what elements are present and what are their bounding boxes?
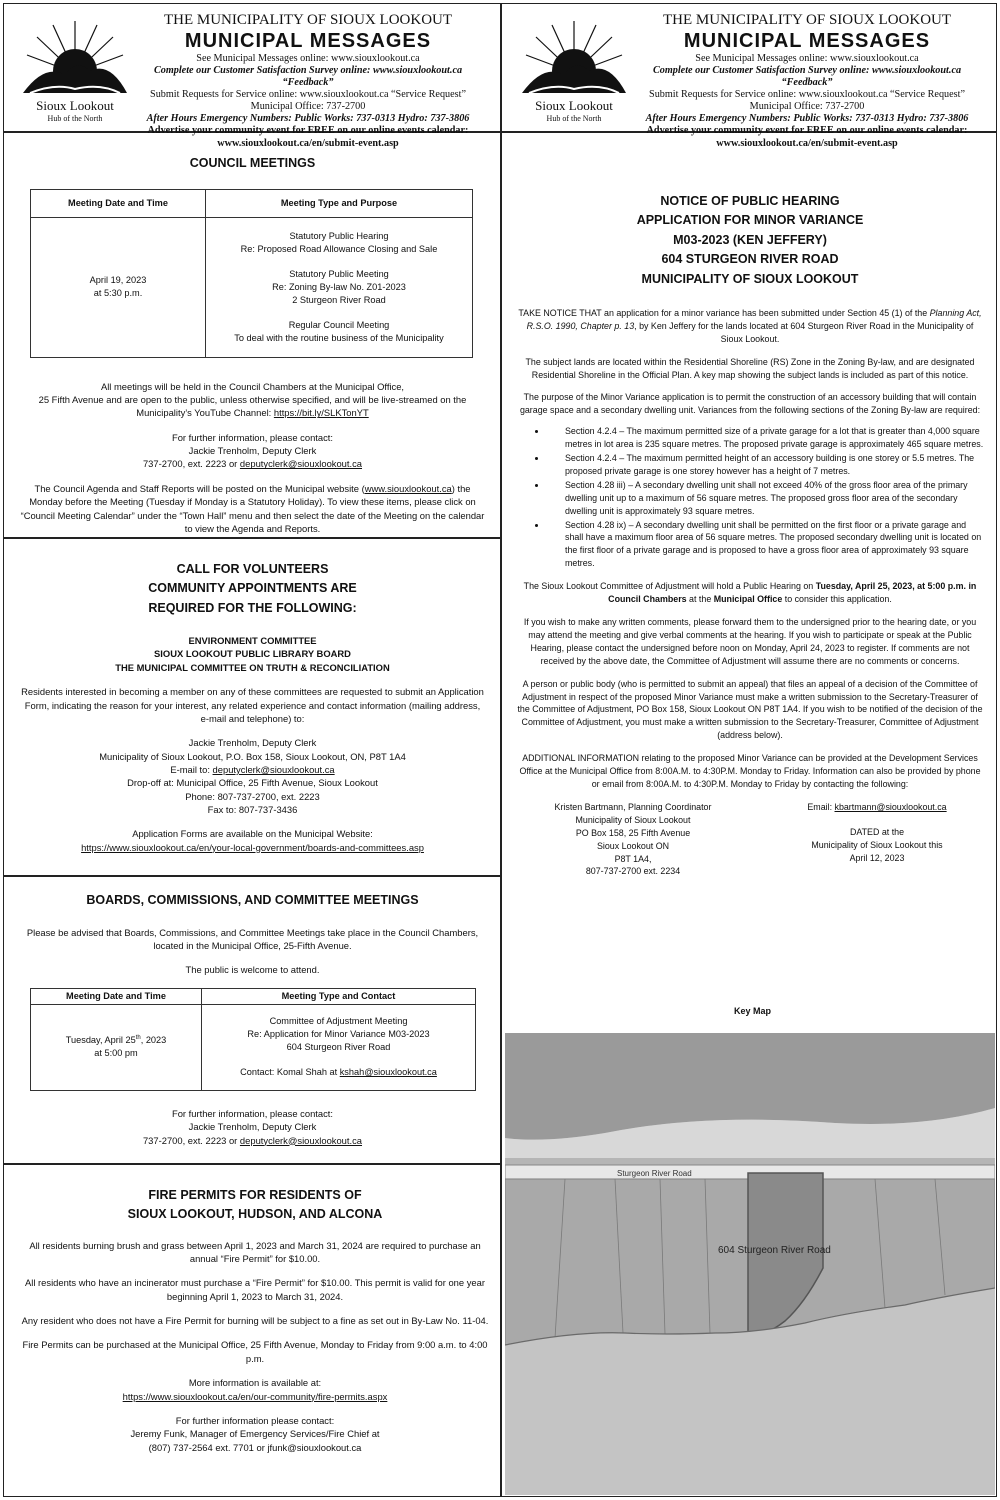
youtube-link[interactable]: https://bit.ly/SLKTonYT bbox=[273, 407, 369, 419]
meeting-type: Regular Council Meeting bbox=[288, 319, 390, 330]
paragraph: All residents who have an incinerator must purchase a “Fire Permit” for $10.00. This permit is valid for one year beginning April 1, 2023 to March 31, 2024. bbox=[25, 1277, 485, 1302]
masthead-right bbox=[502, 3, 997, 149]
masthead-title: THE MUNICIPALITY OF SIOUX LOOKOUT bbox=[662, 12, 952, 28]
svg-text:Sioux Lookout: Sioux Lookout bbox=[36, 98, 114, 113]
masthead-line: Complete our Customer Satisfaction Survey online: www.siouxlookout.ca “Feedback” bbox=[652, 65, 962, 89]
paragraph: All residents burning brush and grass between April 1, 2023 and March 31, 2024 are required to purchase an annual “Fire Permit” for $10.00. bbox=[29, 1239, 481, 1265]
masthead-left bbox=[3, 3, 501, 149]
masthead-line: After Hours Emergency Numbers: Public Works: 737-0313 Hydro: 737-3806 bbox=[146, 113, 470, 125]
contact-block: Jackie Trenholm, Deputy Clerk Municipality of Sioux Lookout, P.O. Box 158, Sioux Lookout, ON, P8T 1A4 E-mail to: deputyclerk@siouxlookout.ca Drop-off at: Municipal Office, 25 Fifth Avenue, Sioux Lookout Phone: 807-737-2700, ext. 2223 Fax to: 807-737-3436 bbox=[99, 737, 406, 815]
paragraph: The Sioux Lookout Committee of Adjustment will hold a Public Hearing on Tuesday, April 25, 2023, at 5:00 p.m. in Council Chambers at the Municipal Office to consider this application. bbox=[523, 581, 977, 605]
paragraph: If you wish to make any written comments, please forward them to the undersigned prior to the hearing date, or you may attend the meeting and give verbal comments at the hearing. If you wish to participate or speak at the Public Hearing, please contact the undersigned before noon on Monday, April 24, 2023 to register. If comments are not received by the above date, the Committee of Adjustment will assume there are no comments or concerns. bbox=[523, 617, 977, 666]
list-item: • Section 4.2.4 – The maximum permitted height of an accessory building is one storey or 5.5 metres. The proposed private garage is one storey however has a height of 7 metres. bbox=[547, 452, 985, 478]
meeting-type: Statutory Public Meeting bbox=[289, 268, 389, 279]
list-item: • Section 4.28 iii) – A secondary dwelling unit shall not exceed 40% of the gross floor area of the primary dwelling unit up to a maximum of 56 square metres. The proposed gross floor area of the secondary dwelling unit is approximately 93 square metres. bbox=[547, 479, 985, 518]
meeting-purpose-cell: Committee of Adjustment Meeting Re: Application for Minor Variance M03-2023 604 Sturgeon River Road Contact: Komal Shah at kshah@siouxlookout.ca bbox=[202, 1004, 476, 1090]
key-map-title: Key Map bbox=[733, 1006, 771, 1016]
paragraph: For further information, please contact: Jackie Trenholm, Deputy Clerk 737-2700, ext. 2223 or deputyclerk@siouxlookout.ca bbox=[142, 431, 363, 470]
masthead-line: www.siouxlookout.ca/en/submit-event.asp bbox=[716, 137, 898, 149]
masthead-subtitle: MUNICIPAL MESSAGES bbox=[184, 29, 432, 52]
notice-title: APPLICATION FOR MINOR VARIANCE bbox=[636, 213, 864, 228]
list-item: • Section 4.2.4 – The maximum permitted size of a private garage for a lot that is greater than 4,000 square metres in lot area is 235 square metres. The proposed private garage is approximately 465 square metres. bbox=[547, 425, 985, 451]
boards-meetings-table bbox=[30, 988, 476, 1091]
meeting-purpose: 2 Sturgeon River Road bbox=[292, 294, 386, 305]
svg-text:Sturgeon River Road: Sturgeon River Road bbox=[617, 1169, 692, 1178]
masthead-line: Municipal Office: 737-2700 bbox=[749, 101, 865, 113]
paragraph: Please be advised that Boards, Commissions, and Committee Meetings take place in the Council Chambers, located in the Municipal Office, 25-Fifth Avenue. bbox=[26, 926, 479, 952]
section-divider bbox=[3, 1163, 501, 1165]
masthead-line: Submit Requests for Service online: www.siouxlookout.ca “Service Request” bbox=[649, 89, 965, 101]
masthead-line: Municipal Office: 737-2700 bbox=[250, 101, 366, 113]
svg-text:Hub of the North: Hub of the North bbox=[47, 114, 103, 123]
svg-text:Hub of the North: Hub of the North bbox=[546, 114, 602, 123]
meeting-date-cell bbox=[31, 217, 206, 357]
masthead-line: www.siouxlookout.ca/en/submit-event.asp bbox=[217, 137, 399, 149]
boards-section bbox=[20, 892, 485, 1158]
masthead-line: Submit Requests for Service online: www.siouxlookout.ca “Service Request” bbox=[150, 89, 466, 101]
council-meetings-section bbox=[20, 155, 485, 546]
meeting-purpose: Re: Proposed Road Allowance Closing and Sale bbox=[240, 243, 438, 254]
signature-block bbox=[515, 801, 985, 878]
public-hearing-notice bbox=[515, 192, 985, 878]
masthead-line: After Hours Emergency Numbers: Public Works: 737-0313 Hydro: 737-3806 bbox=[645, 113, 969, 125]
column-header: Meeting Date and Time bbox=[31, 988, 202, 1004]
column-divider bbox=[500, 3, 502, 1497]
email-link[interactable]: deputyclerk@siouxlookout.ca bbox=[212, 763, 335, 775]
list-item: • Section 4.28 ix) – A secondary dwelling unit shall be permitted on the first floor or a private garage and shall have a maximum floor area of 56 square metres. The proposed secondary dwelling unit is located on the first floor of a private garage and is proposed to have a gross floor area of approximately 93 square metres. bbox=[547, 519, 985, 571]
meeting-purpose-cell bbox=[206, 217, 473, 357]
masthead-line: See Municipal Messages online: www.siouxlookout.ca bbox=[695, 53, 919, 65]
section-title: REQUIRED FOR THE FOLLOWING: bbox=[148, 600, 357, 615]
paragraph: Any resident who does not have a Fire Permit for burning will be subject to a fine as set out in By-Law No. 11-04. bbox=[21, 1315, 489, 1327]
fire-permits-link[interactable]: https://www.siouxlookout.ca/en/our-community/fire-permits.aspx bbox=[122, 1390, 388, 1402]
meeting-type: Statutory Public Hearing bbox=[289, 230, 389, 241]
paragraph: The Council Agenda and Staff Reports will be posted on the Municipal website (www.siouxlookout.ca) the Monday before the Meeting (Tuesday if Monday is a Statutory Holiday). To view these items, please click on “Council Meeting Calendar” under the “Town Hall” menu and then select the date of the Meeting on the calendar to view the Agenda and Reports. bbox=[20, 482, 485, 534]
section-title: FIRE PERMITS FOR RESIDENTS OF bbox=[148, 1188, 362, 1202]
paragraph: TAKE NOTICE THAT an application for a minor variance has been submitted under Section 45 (1) of the Planning Act, R.S.O. 1990, Chapter p. 13, by Ken Jeffery for the lands located at 604 Sturgeon River Road in the Municipality of Sioux Lookout. bbox=[518, 307, 982, 344]
paragraph: ADDITIONAL INFORMATION relating to the proposed Minor Variance can be provided at the Development Services Office at the Municipal Office from 8:00A.M. to 4:30P.M. Monday to Friday. Information can also be provided by phone or email from 8:00A.M. to 4:30P.M. Monday to Friday by contacting the following: bbox=[519, 753, 981, 789]
meeting-time: at 5:30 p.m. bbox=[93, 288, 143, 299]
contact-block: For further information, please contact: Jackie Trenholm, Deputy Clerk 737-2700, ext. 2223 or deputyclerk@siouxlookout.ca bbox=[142, 1107, 363, 1146]
paragraph: The purpose of the Minor Variance application is to permit the construction of an accessory building that will contain garage space and a secondary dwelling unit. Variances from the following sections of the Zoning By-law are required: bbox=[519, 392, 981, 416]
notice-title: NOTICE OF PUBLIC HEARING bbox=[660, 194, 840, 208]
fire-permits-section bbox=[20, 1186, 490, 1465]
paragraph: A person or public body (who is permitted to submit an appeal) that files an appeal of a decision of the Committee of Adjustment in respect of the proposed Minor Variance must make a written submission to the Secretary-Treasurer of the Committee of Adjustment, PO Box 158, Sioux Lookout ON P8T 1A4. If you wish to be notified of the decision of the Committee of Adjustment, you must make a written submission to the Secretary-Treasurer, Committee of Adjustment (address below). bbox=[517, 678, 983, 741]
masthead-line: See Municipal Messages online: www.siouxlookout.ca bbox=[196, 53, 420, 65]
website-link[interactable]: www.siouxlookout.ca bbox=[364, 482, 452, 494]
contact-block: For further information please contact: Jeremy Funk, Manager of Emergency Services/Fire Chief at (807) 737-2564 ext. 7701 or jfunk@siouxlookout.ca bbox=[130, 1414, 380, 1453]
section-title: COMMUNITY APPOINTMENTS ARE bbox=[148, 581, 357, 596]
key-map bbox=[505, 1033, 995, 1495]
column-header: Meeting Type and Purpose bbox=[206, 189, 473, 217]
svg-text:Sioux Lookout: Sioux Lookout bbox=[535, 98, 613, 113]
svg-text:604 Sturgeon River Road: 604 Sturgeon River Road bbox=[718, 1245, 831, 1256]
column-header: Meeting Type and Contact bbox=[202, 988, 476, 1004]
variance-list bbox=[515, 425, 985, 570]
section-divider bbox=[3, 875, 501, 877]
email-link[interactable]: deputyclerk@siouxlookout.ca bbox=[239, 1134, 363, 1146]
paragraph: More information is available at: https://www.siouxlookout.ca/en/our-community/fire-permits.aspx bbox=[122, 1377, 388, 1402]
paragraph: Application Forms are available on the Municipal Website: https://www.siouxlookout.ca/en/your-local-government/boards-and-committees.asp bbox=[81, 828, 424, 853]
section-title: SIOUX LOOKOUT, HUDSON, AND ALCONA bbox=[127, 1207, 383, 1222]
meeting-purpose: Re: Zoning By-law No. Z01-2023 bbox=[272, 281, 406, 292]
column-header: Meeting Date and Time bbox=[31, 189, 206, 217]
email-link[interactable]: kshah@siouxlookout.ca bbox=[339, 1067, 437, 1078]
paragraph: Fire Permits can be purchased at the Municipal Office, 25 Fifth Avenue, Monday to Friday from 9:00 a.m. to 4:00 p.m. bbox=[22, 1339, 488, 1364]
section-title: COUNCIL MEETINGS bbox=[189, 156, 316, 170]
masthead-title: THE MUNICIPALITY OF SIOUX LOOKOUT bbox=[163, 12, 453, 28]
email-link[interactable]: deputyclerk@siouxlookout.ca bbox=[239, 458, 363, 470]
section-title: CALL FOR VOLUNTEERS bbox=[176, 562, 329, 576]
council-meetings-table bbox=[30, 189, 473, 358]
contact-block: Kristen Bartmann, Planning Coordinator Municipality of Sioux Lookout PO Box 158, 25 Fifth Avenue Sioux Lookout ON P8T 1A4, 807-737-2700 ext. 2234 bbox=[554, 801, 712, 877]
meeting-date-cell: Tuesday, April 25th, 2023 at 5:00 pm bbox=[31, 1004, 202, 1090]
masthead-line: Advertise your community event for FREE on our online events calendar: bbox=[646, 125, 968, 137]
municipal-logo bbox=[514, 13, 634, 123]
section-title: BOARDS, COMMISSIONS, AND COMMITTEE MEETINGS bbox=[86, 893, 419, 907]
notice-title: 604 STURGEON RIVER ROAD bbox=[661, 252, 839, 267]
notice-title: M03-2023 (KEN JEFFERY) bbox=[673, 232, 827, 247]
dated-block: Email: kbartmann@siouxlookout.ca DATED at the Municipality of Sioux Lookout this April 12, 2023 bbox=[807, 801, 947, 863]
masthead-subtitle: MUNICIPAL MESSAGES bbox=[683, 29, 931, 52]
meeting-purpose: To deal with the routine business of the Municipality bbox=[234, 332, 444, 343]
boards-link[interactable]: https://www.siouxlookout.ca/en/your-local-government/boards-and-committees.asp bbox=[81, 841, 424, 853]
notice-title: MUNICIPALITY OF SIOUX LOOKOUT bbox=[641, 271, 859, 286]
masthead-line: Complete our Customer Satisfaction Survey online: www.siouxlookout.ca “Feedback” bbox=[153, 65, 463, 89]
paragraph: The public is welcome to attend. bbox=[185, 964, 320, 976]
email-link[interactable]: kbartmann@siouxlookout.ca bbox=[834, 801, 947, 812]
paragraph: The subject lands are located within the Residential Shoreline (RS) Zone in the Zoning By-law, and are designated Residential Shoreline in the Official Plan. A key map showing the subject lands is included as part of this notice. bbox=[525, 356, 975, 380]
paragraph: All meetings will be held in the Council Chambers at the Municipal Office, 25 Fifth Avenue and are open to the public, unless otherwise specified, and will be live-streamed on the Municipality’s YouTube Channel: https://bit.ly/SLKTonYT bbox=[38, 380, 467, 419]
municipal-logo bbox=[15, 13, 135, 123]
masthead-line: Advertise your community event for FREE on our online events calendar: bbox=[147, 125, 469, 137]
paragraph: Residents interested in becoming a member on any of these committees are requested to submit an Application Form, indicating the reason for your interest, any related experience and contact information (mailing address, e-mail and telephone) to: bbox=[21, 686, 484, 724]
meeting-date: April 19, 2023 bbox=[89, 275, 147, 286]
committee-list: ENVIRONMENT COMMITTEE SIOUX LOOKOUT PUBLIC LIBRARY BOARD THE MUNICIPAL COMMITTEE ON TRUTH & RECONCILIATION bbox=[115, 635, 390, 673]
volunteers-section bbox=[20, 560, 485, 865]
